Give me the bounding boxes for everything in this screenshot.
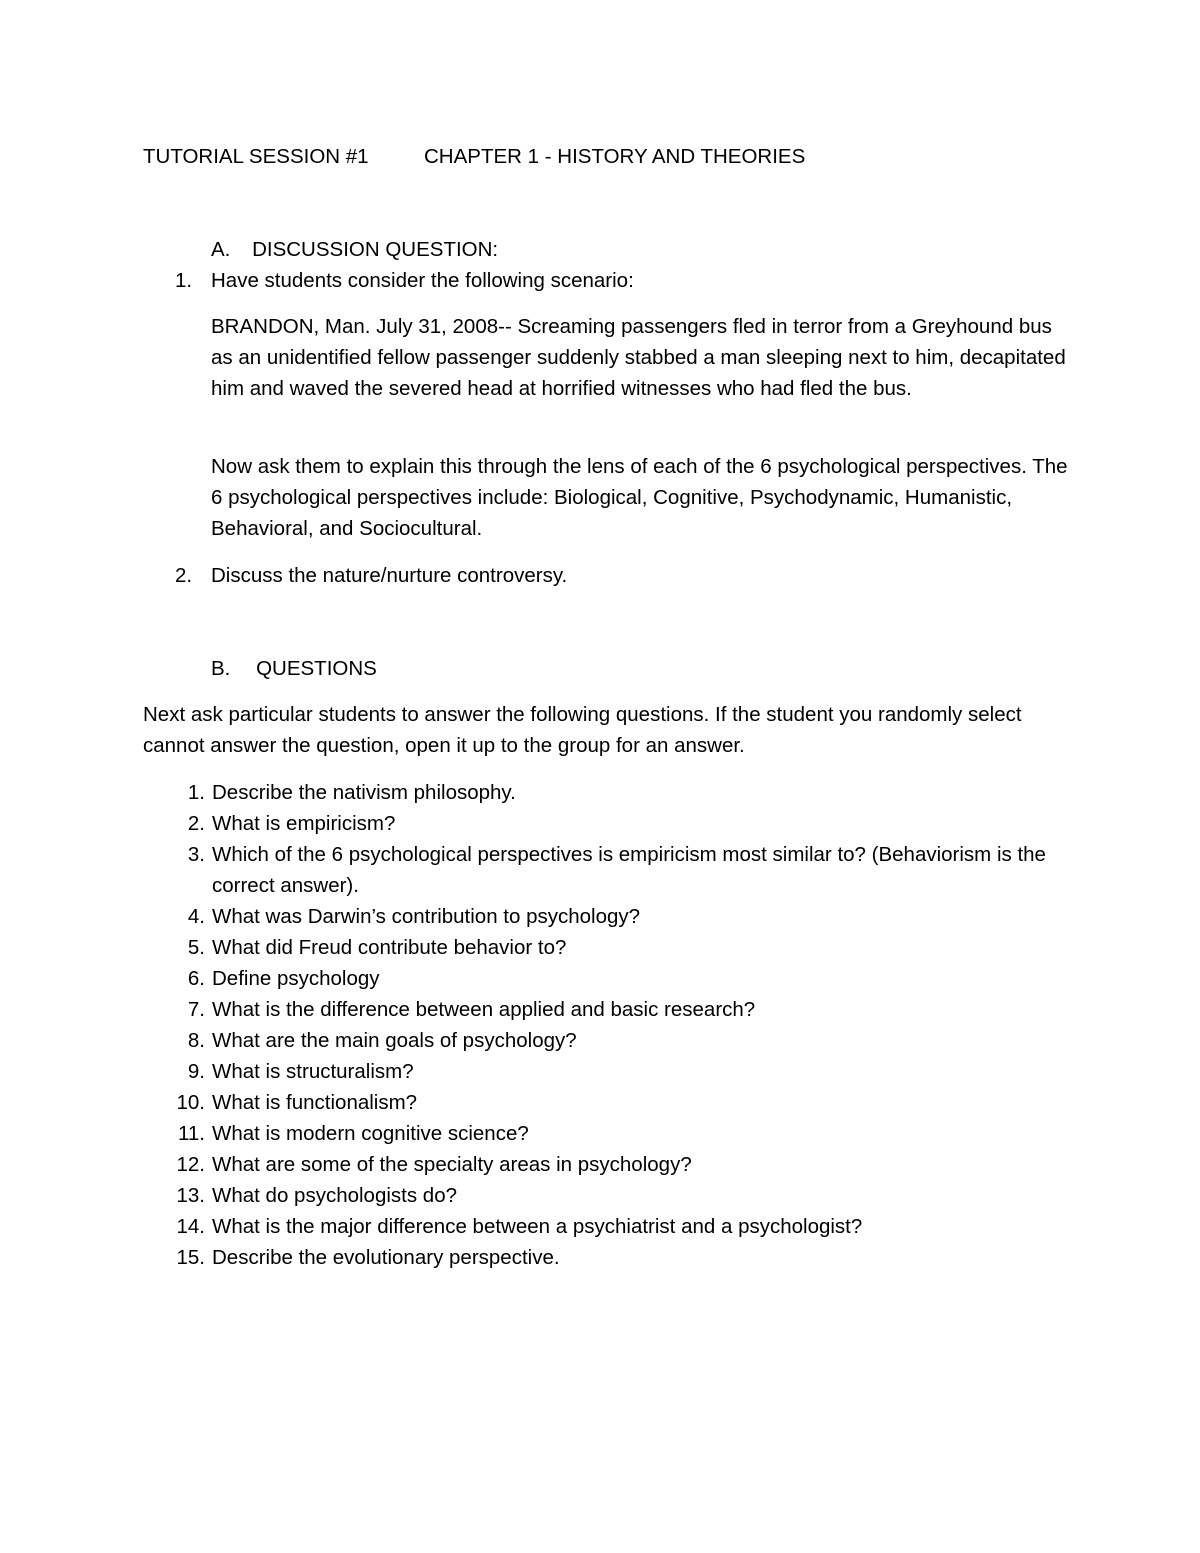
session-title: TUTORIAL SESSION #1: [143, 145, 369, 168]
question-item: [143, 1056, 1073, 1087]
question-item: [143, 1087, 1073, 1118]
question-text: What was Darwin’s contribution to psychology?: [212, 905, 641, 928]
question-text: What did Freud contribute behavior to?: [212, 936, 567, 959]
question-item: [143, 808, 1073, 839]
question-item: [143, 963, 1073, 994]
question-item: [143, 901, 1073, 932]
section-a-item2-number: 2.: [175, 564, 193, 587]
section-b-title: QUESTIONS: [256, 657, 377, 680]
question-number: 10.: [176, 1091, 205, 1114]
question-item: [143, 932, 1073, 963]
chapter-title: CHAPTER 1 - HISTORY AND THEORIES: [424, 145, 806, 168]
question-item: [143, 994, 1073, 1025]
question-text: What is structuralism?: [212, 1060, 414, 1083]
question-number: 8.: [187, 1029, 205, 1052]
section-a-marker: A.: [211, 238, 231, 261]
section-b-marker: B.: [211, 657, 231, 680]
question-number: 7.: [187, 998, 205, 1021]
question-number: 6.: [187, 967, 205, 990]
question-text: Describe the nativism philosophy.: [212, 781, 516, 804]
question-number: 5.: [187, 936, 205, 959]
question-item: [143, 1025, 1073, 1056]
section-b-heading: [211, 653, 377, 684]
question-number: 14.: [176, 1215, 205, 1238]
question-item: [143, 1118, 1073, 1149]
question-text: What are some of the specialty areas in psychology?: [212, 1153, 692, 1176]
question-number: 13.: [176, 1184, 205, 1207]
question-number: 12.: [176, 1153, 205, 1176]
question-number: 3.: [187, 843, 205, 866]
document-header: [143, 141, 1043, 172]
question-number: 1.: [187, 781, 205, 804]
section-a-title: DISCUSSION QUESTION:: [252, 238, 499, 261]
question-number: 4.: [187, 905, 205, 928]
question-text: What is the major difference between a psychiatrist and a psychologist?: [212, 1215, 863, 1238]
question-number: 15.: [176, 1246, 205, 1269]
section-a-item2-text: Discuss the nature/nurture controversy.: [211, 564, 568, 587]
section-a-item1-number: 1.: [175, 269, 193, 292]
scenario-paragraph: BRANDON, Man. July 31, 2008-- Screaming passengers fled in terror from a Greyhound bus as an unidentified fellow passenger suddenly stabbed a man sleeping next to him, decapitated him and waved the severed head at horrified witnesses who had fled the bus.: [211, 315, 1066, 400]
question-text: What is the difference between applied and basic research?: [212, 998, 756, 1021]
question-item: [143, 1149, 1073, 1180]
question-text: What is empiricism?: [212, 812, 396, 835]
question-text: Describe the evolutionary perspective.: [212, 1246, 560, 1269]
question-text: Define psychology: [212, 967, 380, 990]
question-item: [143, 1211, 1073, 1242]
section-a-heading: [211, 234, 498, 265]
questions-intro: Next ask particular students to answer the following questions. If the student you randomly select cannot answer the question, open it up to the group for an answer.: [143, 703, 1022, 757]
question-number: 2.: [187, 812, 205, 835]
question-item: [143, 839, 1073, 901]
question-number: 9.: [187, 1060, 205, 1083]
question-item: [143, 777, 1073, 808]
question-item: [143, 1180, 1073, 1211]
section-a-item1-text: Have students consider the following scenario:: [211, 269, 634, 292]
question-text: What do psychologists do?: [212, 1184, 457, 1207]
question-text: Which of the 6 psychological perspectives is empiricism most similar to? (Behaviorism is the correct answer).: [212, 843, 1046, 897]
question-text: What is functionalism?: [212, 1091, 418, 1114]
instruction-paragraph: Now ask them to explain this through the lens of each of the 6 psychological perspectives. The 6 psychological perspectives include: Biological, Cognitive, Psychodynamic, Humanistic, Behavioral, and Sociocultural.: [211, 455, 1068, 540]
question-item: [143, 1242, 1073, 1273]
question-number: 11.: [178, 1122, 205, 1145]
question-text: What are the main goals of psychology?: [212, 1029, 577, 1052]
question-text: What is modern cognitive science?: [212, 1122, 529, 1145]
